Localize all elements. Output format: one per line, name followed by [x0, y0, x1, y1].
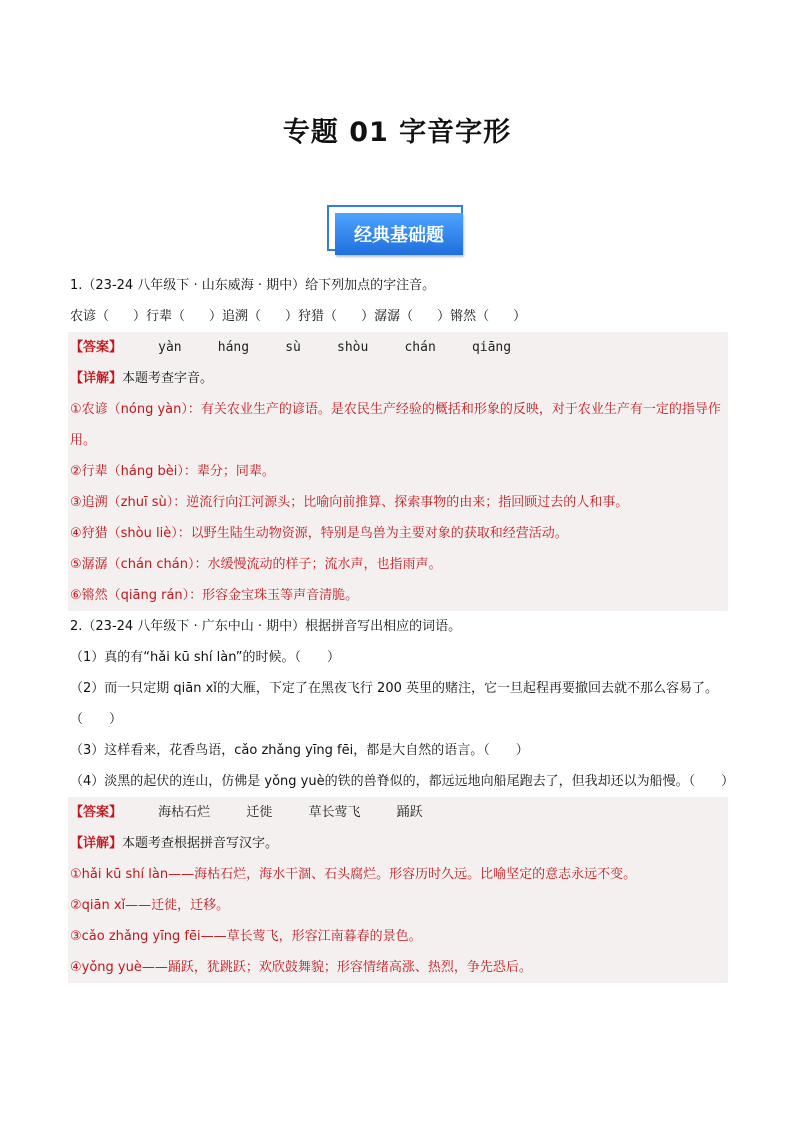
answer-label: 【答案】	[70, 340, 123, 355]
detail-intro-text: 本题考查字音。	[122, 371, 214, 386]
q2-item: （3）这样看来，花香鸟语，cǎo zhǎng yīng fēi，都是大自然的语言。（ ）	[70, 743, 529, 758]
q1-word: ）	[513, 309, 527, 324]
q1-answer-line	[70, 332, 728, 363]
q2-item: （2）而一只定期 qiān xǐ的大雁，下定了在黑夜飞行 200 英里的赌注，它一旦起程再要撤回去就不那么容易了。（ ）	[70, 681, 718, 727]
answer-item: qiāng	[471, 340, 512, 355]
answer-item: 迁徙	[246, 805, 273, 820]
q1-word: ）追溯（	[209, 309, 262, 324]
badge-label: 经典基础题	[335, 213, 463, 255]
answer-item: shòu	[337, 340, 369, 355]
q2-answer-line	[70, 797, 728, 828]
q2-detail: ②qiān xǐ——迁徙，迁移。	[70, 898, 230, 913]
section-badge	[327, 205, 467, 255]
q2-detail: ①hǎi kū shí làn——海枯石烂，海水干涸、石头腐烂。形容历时久远。比喻坚定的意志永远不变。	[70, 867, 637, 882]
q1-word: 农谚（	[70, 309, 110, 324]
answer-item: yàn	[158, 340, 182, 355]
answer-item: chán	[404, 340, 436, 355]
q1-detail: ④狩猎（shòu liè）：以野生陆生动物资源，特别是鸟兽为主要对象的获取和经营活动。	[70, 526, 568, 541]
q1-detail-intro	[70, 363, 728, 394]
q1-detail: ①农谚（nóng yàn）：有关农业生产的谚语。是农民生产经验的概括和形象的反映，对于农业生产有一定的指导作用。	[70, 402, 721, 448]
q2-detail: ④yǒng yuè——踊跃，犹跳跃；欢欣鼓舞貌；形容情绪高涨、热烈，争先恐后。	[70, 960, 532, 975]
q2-answer-box	[68, 797, 728, 983]
q1-answer-box	[68, 332, 728, 611]
q1-detail: ②行辈（háng bèi）：辈分；同辈。	[70, 464, 275, 479]
q1-word: ）狩猎（	[285, 309, 338, 324]
answer-item: 草长莺飞	[308, 805, 361, 820]
q1-detail: ⑤潺潺（chán chán）：水缓慢流动的样子；流水声，也指雨声。	[70, 557, 442, 572]
detail-label: 【详解】	[70, 371, 123, 386]
answer-item: 踊跃	[396, 805, 423, 820]
q1-detail: ⑥锵然（qiāng rán）：形容金宝珠玉等声音清脆。	[70, 588, 359, 603]
answer-item: háng	[217, 340, 250, 355]
q1-word: ）锵然（	[437, 309, 490, 324]
document-body	[70, 270, 735, 983]
q2-stem: 2.（23-24 八年级下 · 广东中山 · 期中）根据拼音写出相应的词语。	[70, 619, 462, 634]
q2-item: （4）淡黑的起伏的连山，仿佛是 yǒng yuè的铁的兽脊似的，都远远地向船尾跑去了，但我却还以为船慢。（ ）	[70, 774, 735, 789]
q2-detail-intro	[70, 828, 728, 859]
q1-words	[70, 301, 728, 332]
q2-detail: ③cǎo zhǎng yīng fēi——草长莺飞，形容江南暮春的景色。	[70, 929, 422, 944]
q1-word: ）行辈（	[133, 309, 186, 324]
detail-label: 【详解】	[70, 836, 123, 851]
q1-word: ）潺潺（	[361, 309, 414, 324]
answer-item: sù	[285, 340, 301, 355]
q1-detail: ③追溯（zhuī sù）：逆流行向江河源头；比喻向前推算、探索事物的由来；指回顾过去的人和事。	[70, 495, 629, 510]
answer-label: 【答案】	[70, 805, 123, 820]
answer-item: 海枯石烂	[158, 805, 211, 820]
page-title: 专题 01 字音字形	[282, 117, 512, 148]
q2-item: （1）真的有“hǎi kū shí làn”的时候。（ ）	[70, 650, 340, 665]
q1-stem: 1.（23-24 八年级下 · 山东威海 · 期中）给下列加点的字注音。	[70, 278, 436, 293]
detail-intro-text: 本题考查根据拼音写汉字。	[122, 836, 279, 851]
